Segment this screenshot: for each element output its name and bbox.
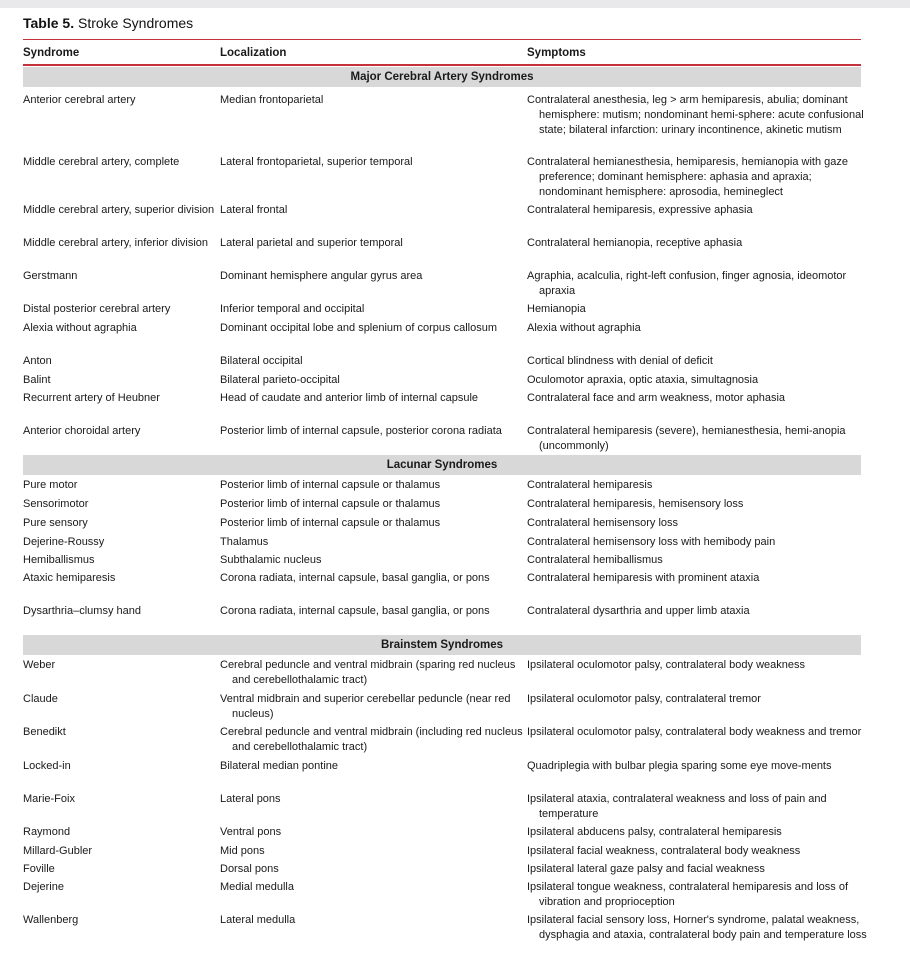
symptoms-cell: Ipsilateral oculomotor palsy, contralateral body weakness (527, 659, 805, 671)
localization-cell: Ventral midbrain and superior cerebellar peduncle (near red nucleus) (220, 693, 511, 720)
syndrome-cell: Alexia without agraphia (23, 322, 137, 334)
localization-cell: Corona radiata, internal capsule, basal ganglia, or pons (220, 572, 490, 584)
symptoms-cell: Contralateral hemiparesis (severe), hemianesthesia, hemi-anopia (uncommonly) (527, 425, 846, 452)
localization-cell: Lateral frontal (220, 204, 288, 216)
section-header: Brainstem Syndromes (23, 635, 861, 655)
syndrome-cell: Distal posterior cerebral artery (23, 303, 171, 315)
syndrome-cell: Millard-Gubler (23, 845, 93, 857)
syndrome-cell: Anterior choroidal artery (23, 425, 141, 437)
symptoms-cell: Hemianopia (527, 303, 586, 315)
syndrome-cell: Anton (23, 355, 52, 367)
localization-cell: Medial medulla (220, 881, 294, 893)
symptoms-cell: Agraphia, acalculia, right-left confusion, finger agnosia, ideomotor apraxia (527, 270, 847, 297)
syndrome-cell: Weber (23, 659, 56, 671)
syndrome-cell: Ataxic hemiparesis (23, 572, 116, 584)
syndrome-cell: Dejerine (23, 881, 64, 893)
syndrome-cell: Dejerine-Roussy (23, 536, 105, 548)
symptoms-cell: Contralateral hemianopia, receptive aphasia (527, 237, 743, 249)
localization-cell: Mid pons (220, 845, 265, 857)
localization-cell: Lateral medulla (220, 914, 296, 926)
table-title-number: Table 5. (23, 15, 75, 31)
symptoms-cell: Contralateral hemiparesis (527, 479, 653, 491)
localization-cell: Bilateral median pontine (220, 760, 339, 772)
syndrome-cell: Recurrent artery of Heubner (23, 392, 160, 404)
syndrome-cell: Sensorimotor (23, 498, 89, 510)
localization-cell: Bilateral occipital (220, 355, 303, 367)
symptoms-cell: Contralateral hemianesthesia, hemiparesis, hemianopia with gaze preference; dominant hemisphere: aphasia and apraxia; nondominant hemisphere: aprosodia, hemineglect (527, 156, 849, 198)
localization-cell: Cerebral peduncle and ventral midbrain (sparing red nucleus and cerebellothalamic tract) (220, 659, 516, 686)
symptoms-cell: Ipsilateral lateral gaze palsy and facial weakness (527, 863, 765, 875)
symptoms-cell: Contralateral hemisensory loss with hemibody pain (527, 536, 776, 548)
header-bottom-rule (23, 64, 861, 66)
localization-cell: Dominant occipital lobe and splenium of corpus callosum (220, 322, 497, 334)
localization-cell: Cerebral peduncle and ventral midbrain (including red nucleus and cerebellothalamic tract) (220, 726, 523, 753)
syndrome-cell: Middle cerebral artery, inferior division (23, 237, 209, 249)
syndrome-cell: Foville (23, 863, 55, 875)
syndrome-cell: Locked-in (23, 760, 71, 772)
symptoms-cell: Ipsilateral facial weakness, contralateral body weakness (527, 845, 801, 857)
syndrome-cell: Gerstmann (23, 270, 78, 282)
localization-cell: Lateral frontoparietal, superior temporal (220, 156, 413, 168)
symptoms-cell: Ipsilateral tongue weakness, contralateral hemiparesis and loss of vibration and proprioception (527, 881, 849, 908)
symptoms-cell: Contralateral hemisensory loss (527, 517, 679, 529)
symptoms-cell: Contralateral hemiparesis with prominent ataxia (527, 572, 760, 584)
symptoms-cell: Contralateral hemiballismus (527, 554, 663, 566)
syndrome-cell: Middle cerebral artery, superior division (23, 204, 215, 216)
localization-cell: Posterior limb of internal capsule, posterior corona radiata (220, 425, 502, 437)
syndrome-cell: Benedikt (23, 726, 66, 738)
localization-cell: Subthalamic nucleus (220, 554, 322, 566)
symptoms-cell: Contralateral anesthesia, leg > arm hemiparesis, abulia; dominant hemisphere: mutism; nondominant hemi-sphere: acute confusional state; bilateral infarction: urinary incontinence, akinetic mutism (527, 94, 864, 136)
localization-cell: Corona radiata, internal capsule, basal ganglia, or pons (220, 605, 490, 617)
header-syndrome: Syndrome (23, 47, 80, 59)
localization-cell: Head of caudate and anterior limb of internal capsule (220, 392, 479, 404)
syndrome-cell: Hemiballismus (23, 554, 95, 566)
localization-cell: Dominant hemisphere angular gyrus area (220, 270, 423, 282)
localization-cell: Posterior limb of internal capsule or thalamus (220, 498, 441, 510)
syndrome-cell: Marie-Foix (23, 793, 75, 805)
localization-cell: Posterior limb of internal capsule or thalamus (220, 517, 441, 529)
syndrome-cell: Pure sensory (23, 517, 88, 529)
localization-cell: Median frontoparietal (220, 94, 324, 106)
localization-cell: Thalamus (220, 536, 269, 548)
symptoms-cell: Cortical blindness with denial of deficit (527, 355, 713, 367)
syndrome-cell: Dysarthria–clumsy hand (23, 605, 141, 617)
header-symptoms: Symptoms (527, 47, 586, 59)
syndrome-cell: Raymond (23, 826, 71, 838)
symptoms-cell: Ipsilateral oculomotor palsy, contralateral body weakness and tremor (527, 726, 862, 738)
section-header: Lacunar Syndromes (23, 455, 861, 475)
syndrome-cell: Balint (23, 374, 51, 386)
header-top-rule (23, 39, 861, 40)
table-title-text: Stroke Syndromes (74, 15, 194, 31)
localization-cell: Lateral parietal and superior temporal (220, 237, 403, 249)
section-header: Major Cerebral Artery Syndromes (23, 67, 861, 87)
syndrome-cell: Pure motor (23, 479, 78, 491)
symptoms-cell: Ipsilateral facial sensory loss, Horner's syndrome, palatal weakness, dysphagia and ataxia, contralateral body pain and temperature loss (527, 914, 867, 941)
symptoms-cell: Contralateral dysarthria and upper limb ataxia (527, 605, 750, 617)
localization-cell: Posterior limb of internal capsule or thalamus (220, 479, 441, 491)
symptoms-cell: Contralateral face and arm weakness, motor aphasia (527, 392, 786, 404)
localization-cell: Inferior temporal and occipital (220, 303, 365, 315)
syndrome-cell: Middle cerebral artery, complete (23, 156, 180, 168)
localization-cell: Ventral pons (220, 826, 282, 838)
localization-cell: Bilateral parieto-occipital (220, 374, 340, 386)
top-bar (0, 0, 910, 8)
syndrome-cell: Wallenberg (23, 914, 79, 926)
localization-cell: Dorsal pons (220, 863, 279, 875)
table-header (23, 44, 861, 64)
symptoms-cell: Contralateral hemiparesis, expressive aphasia (527, 204, 753, 216)
symptoms-cell: Alexia without agraphia (527, 322, 641, 334)
syndrome-cell: Anterior cerebral artery (23, 94, 136, 106)
localization-cell: Lateral pons (220, 793, 281, 805)
symptoms-cell: Quadriplegia with bulbar plegia sparing some eye move-ments (527, 760, 832, 772)
syndrome-cell: Claude (23, 693, 58, 705)
symptoms-cell: Contralateral hemiparesis, hemisensory loss (527, 498, 744, 510)
symptoms-cell: Oculomotor apraxia, optic ataxia, simultagnosia (527, 374, 759, 386)
symptoms-cell: Ipsilateral oculomotor palsy, contralateral tremor (527, 693, 761, 705)
table-title (23, 15, 193, 31)
header-localization: Localization (220, 47, 287, 59)
symptoms-cell: Ipsilateral abducens palsy, contralateral hemiparesis (527, 826, 782, 838)
symptoms-cell: Ipsilateral ataxia, contralateral weakness and loss of pain and temperature (527, 793, 827, 820)
